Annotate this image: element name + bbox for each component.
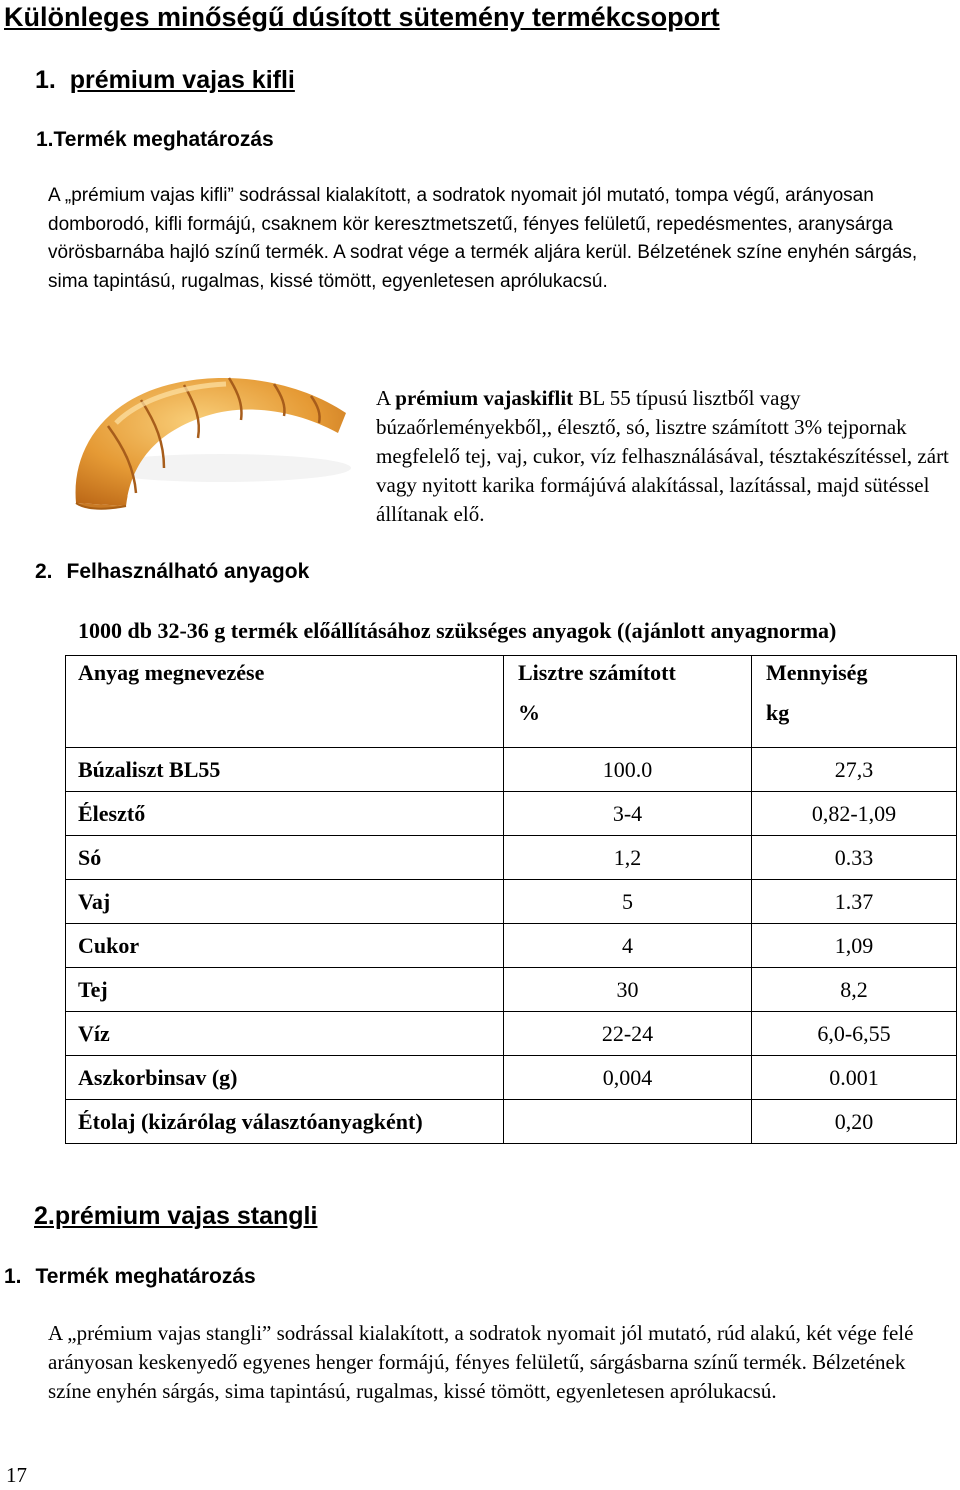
cell-qty: 8,2	[752, 968, 957, 1012]
table-row	[66, 1100, 957, 1144]
product-1-description: A „prémium vajas kifli” sodrással kialakított, a sodratok nyomait jól mutató, tompa végű, arányosan domborodó, kifli formájú, csaknem kör keresztmetszetű, fényes felületű, repedésmentes, aranysárga vörösbarnába hajló színű termék. A sodrat vége a termék aljára kerül. Bélzetének színe enyhén sárgás, sima tapintású, rugalmas, kissé tömött, egyenletesen aprólukacsú.	[48, 185, 918, 292]
product-2-section-1-title: Termék meghatározás	[35, 1265, 256, 1288]
cell-percent: 0,004	[504, 1056, 752, 1100]
section-2-number: 2.	[35, 560, 53, 583]
production-body: BL 55 típusú lisztből vagy búzaőrleményekből,, élesztő, só, lisztre számított 3% tejpornak megfelelő tej, vaj, cukor, víz felhasználásával, tésztakészítéssel, zárt vagy nyitott karika formájúvá alakítással, lazítással, majd sütéssel állítanak elő.	[376, 386, 949, 526]
product-2-section-1-number: 1.	[4, 1265, 22, 1288]
table-row	[66, 968, 957, 1012]
header-qty	[752, 656, 957, 748]
cell-percent: 1,2	[504, 836, 752, 880]
cell-percent: 4	[504, 924, 752, 968]
cell-qty: 1.37	[752, 880, 957, 924]
product-1-section-2-heading	[35, 559, 309, 585]
cell-percent: 100.0	[504, 748, 752, 792]
production-bold: prémium vajaskiflit	[395, 386, 574, 410]
cell-name: Cukor	[66, 924, 504, 968]
table-row	[66, 748, 957, 792]
cell-qty: 0,20	[752, 1100, 957, 1144]
table-caption: 1000 db 32-36 g termék előállításához szükséges anyagok ((ajánlott anyagnorma)	[78, 618, 837, 643]
product-2-description: A „prémium vajas stangli” sodrással kialakított, a sodratok nyomait jól mutató, rúd alakú, két vége felé arányosan keskenyedő egyenes henger formájú, fényes felületű, sárgásbarna színű termék. Bélzetének színe enyhén sárgás, sima tapintású, rugalmas, kissé tömött, egyenletesen aprólukacsú.	[48, 1321, 914, 1403]
header-percent-line2: %	[518, 700, 540, 725]
table-header-row	[66, 656, 957, 748]
product-1-name: prémium vajas kifli	[69, 66, 295, 94]
cell-qty: 0.001	[752, 1056, 957, 1100]
page-number: 17	[6, 1463, 27, 1487]
ingredients-table	[65, 655, 957, 1144]
cell-percent: 3-4	[504, 792, 752, 836]
cell-name: Vaj	[66, 880, 504, 924]
cell-percent: 30	[504, 968, 752, 1012]
cell-qty: 6,0-6,55	[752, 1012, 957, 1056]
product-2-section-1-heading	[4, 1264, 256, 1290]
cell-name: Étolaj (kizárólag választóanyagként)	[66, 1100, 504, 1144]
croissant-illustration	[46, 328, 358, 530]
product-1-section-1-heading: 1.Termék meghatározás	[36, 128, 274, 151]
table-row	[66, 792, 957, 836]
header-percent	[504, 656, 752, 748]
product-1-production-text	[376, 384, 952, 529]
croissant-photo	[46, 328, 358, 530]
product-2-heading	[34, 1201, 317, 1231]
table-row	[66, 924, 957, 968]
product-2-name: 2.prémium vajas stangli	[34, 1202, 318, 1230]
cell-qty: 27,3	[752, 748, 957, 792]
cell-percent	[504, 1100, 752, 1144]
product-1-number: 1.	[35, 66, 56, 94]
header-percent-line1: Lisztre számított	[518, 660, 676, 685]
cell-name: Tej	[66, 968, 504, 1012]
table-row	[66, 1056, 957, 1100]
table-row	[66, 836, 957, 880]
production-prefix: A	[376, 386, 396, 410]
cell-qty: 1,09	[752, 924, 957, 968]
cell-name: Só	[66, 836, 504, 880]
header-name: Anyag megnevezése	[66, 656, 504, 748]
cell-name: Víz	[66, 1012, 504, 1056]
header-qty-line1: Mennyiség	[766, 660, 868, 685]
cell-percent: 22-24	[504, 1012, 752, 1056]
cell-qty: 0,82-1,09	[752, 792, 957, 836]
cell-name: Aszkorbinsav (g)	[66, 1056, 504, 1100]
table-row	[66, 880, 957, 924]
table-row	[66, 1012, 957, 1056]
cell-name: Búzaliszt BL55	[66, 748, 504, 792]
product-1-heading	[35, 65, 295, 95]
cell-percent: 5	[504, 880, 752, 924]
header-qty-line2: kg	[766, 700, 790, 725]
section-2-title: Felhasználható anyagok	[66, 560, 310, 583]
page-title: Különleges minőségű dúsított sütemény termékcsoport	[4, 2, 720, 32]
cell-qty: 0.33	[752, 836, 957, 880]
cell-name: Élesztő	[66, 792, 504, 836]
